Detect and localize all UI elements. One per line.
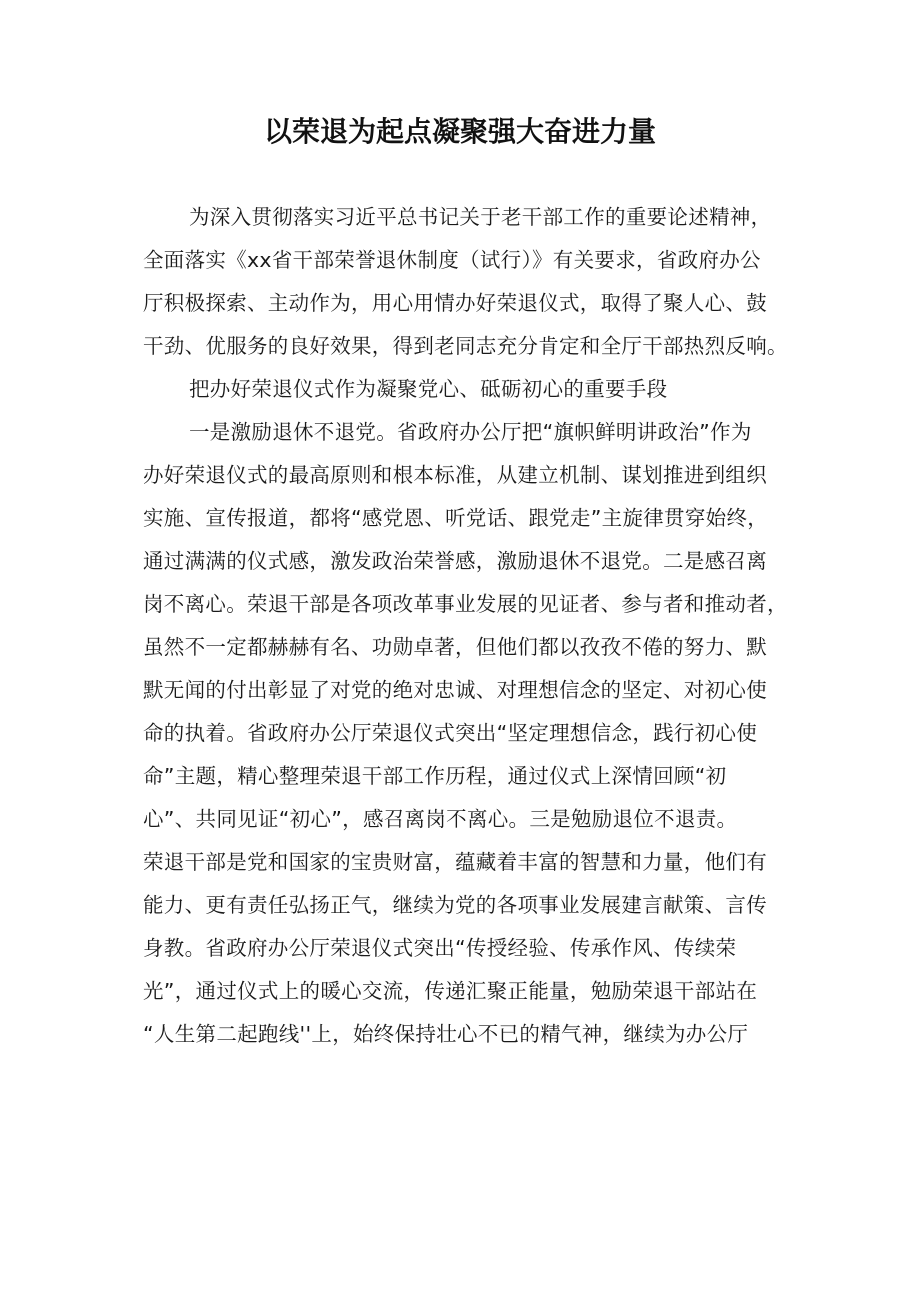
paragraph-line: 默无闻的付出彰显了对党的绝对忠诚、对理想信念的坚定、对初心使	[143, 678, 767, 702]
paragraph-line: 身教。省政府办公厅荣退仪式突出“传授经验、传承作风、传续荣	[143, 936, 737, 960]
paragraph-line: 厅积极探索、主动作为，用心用情办好荣退仪式，取得了聚人心、鼓	[143, 291, 767, 315]
paragraph-line: 命的执着。省政府办公厅荣退仪式突出“坚定理想信念，践行初心使	[143, 721, 758, 745]
paragraph-line: 办好荣退仪式的最高原则和根本标准，从建立机制、谋划推进到组织	[143, 463, 767, 487]
paragraph-line: 心”、共同见证“初心”，感召离岗不离心。三是勉励退位不退责。	[143, 807, 738, 831]
paragraph-line: 能力、更有责任弘扬正气，继续为党的各项事业发展建言献策、言传	[143, 893, 767, 917]
paragraph-line: 为深入贯彻落实习近平总书记关于老干部工作的重要论述精神，	[189, 205, 772, 229]
paragraph-line: 虽然不一定都赫赫有名、功勋卓著，但他们都以孜孜不倦的努力、默	[143, 635, 767, 659]
paragraph-line: 荣退干部是党和国家的宝贵财富，蕴藏着丰富的智慧和力量，他们有	[143, 850, 767, 874]
paragraph-line: 光”，通过仪式上的暖心交流，传递汇聚正能量，勉励荣退干部站在	[143, 979, 758, 1003]
paragraph-line: 命”主题，精心整理荣退干部工作历程，通过仪式上深情回顾“初	[143, 764, 727, 788]
paragraph-line: 岗不离心。荣退干部是各项改革事业发展的见证者、参与者和推动者，	[143, 592, 788, 616]
document-title: 以荣退为起点凝聚强大奋进力量	[263, 115, 656, 148]
paragraph-line: 通过满满的仪式感，激发政治荣誉感，激励退休不退党。二是感召离	[143, 549, 767, 573]
paragraph-line: 一是激励退休不退党。省政府办公厅把“旗帜鲜明讲政治”作为	[189, 420, 752, 444]
paragraph-line: 实施、宣传报道，都将“感党恩、听党话、跟党走”主旋律贯穿始终，	[143, 506, 769, 530]
document-body	[143, 196, 793, 1056]
paragraph-line: 全面落实《xx省干部荣誉退休制度（试行）》有关要求，省政府办公	[143, 248, 761, 272]
paragraph-line: 干劲、优服务的良好效果，得到老同志充分肯定和全厅干部热烈反响。	[143, 334, 788, 358]
paragraph-line: “人生第二起跑线''上，始终保持壮心不已的精气神，继续为办公厅	[143, 1022, 749, 1046]
section-heading: 把办好荣退仪式作为凝聚党心、砥砺初心的重要手段	[189, 377, 668, 401]
